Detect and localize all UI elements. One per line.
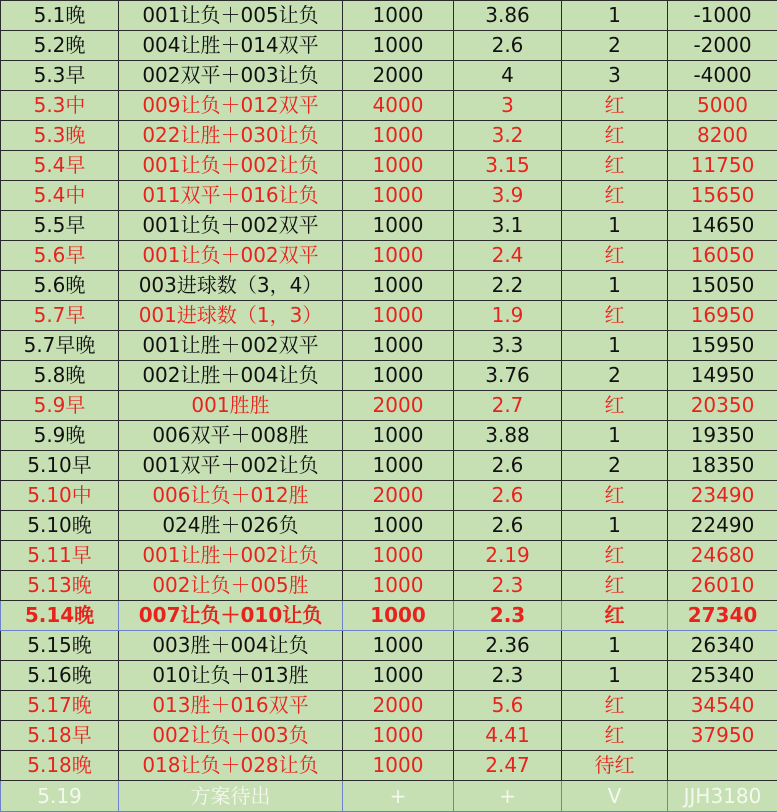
stake-cell: 1000 [343,511,454,541]
match-cell: 011双平＋016让负 [119,181,343,211]
balance-cell: 18350 [668,451,777,481]
table-row [1,211,777,241]
result-cell: 1 [562,211,668,241]
result-cell: 待红 [562,751,668,781]
result-cell: 红 [562,301,668,331]
match-cell: 002让负＋005胜 [119,571,343,601]
balance-cell: 8200 [668,121,777,151]
odds-cell: 4.41 [454,721,562,751]
table-row [1,631,777,661]
table-row [1,151,777,181]
date-cell: 5.4中 [1,181,119,211]
table-row [1,481,777,511]
table-row [1,391,777,421]
result-cell: 红 [562,721,668,751]
result-cell: 红 [562,121,668,151]
balance-cell: 37950 [668,721,777,751]
balance-cell: 26340 [668,631,777,661]
balance-cell [668,751,777,781]
date-cell: 5.6晚 [1,271,119,301]
balance-cell: 23490 [668,481,777,511]
stake-cell: 2000 [343,391,454,421]
date-cell: 5.7早 [1,301,119,331]
match-cell: 022让胜＋030让负 [119,121,343,151]
date-cell: 5.11早 [1,541,119,571]
odds-cell: 2.6 [454,511,562,541]
date-cell: 5.13晚 [1,571,119,601]
table-row [1,271,777,301]
balance-cell: 15050 [668,271,777,301]
table-row [1,781,777,812]
odds-cell: 2.19 [454,541,562,571]
stake-cell: 1000 [343,1,454,31]
date-cell: 5.3中 [1,91,119,121]
balance-cell: 14950 [668,361,777,391]
result-cell: 2 [562,451,668,481]
match-cell: 010让负＋013胜 [119,661,343,691]
table-row [1,241,777,271]
balance-cell: 5000 [668,91,777,121]
table-row [1,301,777,331]
stake-cell: 2000 [343,61,454,91]
odds-cell: 2.47 [454,751,562,781]
result-cell: 红 [562,601,668,631]
table-row [1,721,777,751]
match-cell: 018让负＋028让负 [119,751,343,781]
result-cell: 红 [562,181,668,211]
result-cell: 1 [562,271,668,301]
match-cell: 013胜＋016双平 [119,691,343,721]
result-cell: 红 [562,91,668,121]
odds-cell: 2.36 [454,631,562,661]
stake-cell: 1000 [343,751,454,781]
match-cell: 007让负＋010让负 [119,601,343,631]
stake-cell: 1000 [343,301,454,331]
date-cell: 5.15晚 [1,631,119,661]
result-cell: 红 [562,151,668,181]
result-cell: 红 [562,241,668,271]
result-cell: 1 [562,511,668,541]
stake-cell: 1000 [343,661,454,691]
result-cell: 红 [562,691,668,721]
date-cell: 5.10早 [1,451,119,481]
stake-cell: 1000 [343,151,454,181]
table-row [1,91,777,121]
result-cell: 红 [562,571,668,601]
odds-cell: 2.6 [454,451,562,481]
balance-cell: -4000 [668,61,777,91]
odds-cell: 3.1 [454,211,562,241]
date-cell: 5.9晚 [1,421,119,451]
match-cell: 024胜＋026负 [119,511,343,541]
stake-cell: 1000 [343,361,454,391]
table-row [1,31,777,61]
date-cell: 5.10中 [1,481,119,511]
stake-cell: 1000 [343,571,454,601]
result-cell: 1 [562,661,668,691]
odds-cell: 2.6 [454,481,562,511]
stake-cell: 1000 [343,331,454,361]
match-cell: 006让负＋012胜 [119,481,343,511]
stake-cell: 4000 [343,91,454,121]
match-cell: 001让负＋002双平 [119,211,343,241]
date-cell: 5.4早 [1,151,119,181]
table-row [1,1,777,31]
table-row [1,421,777,451]
date-cell: 5.18早 [1,721,119,751]
balance-cell: 24680 [668,541,777,571]
match-cell: 001让胜＋002双平 [119,331,343,361]
table-row [1,61,777,91]
balance-cell: 15650 [668,181,777,211]
stake-cell: + [343,781,454,812]
date-cell: 5.19 [1,781,119,812]
stake-cell: 1000 [343,721,454,751]
stake-cell: 1000 [343,631,454,661]
table-row [1,451,777,481]
balance-cell: 16950 [668,301,777,331]
balance-cell: 27340 [668,601,777,631]
stake-cell: 1000 [343,541,454,571]
balance-cell: 11750 [668,151,777,181]
match-cell: 006双平＋008胜 [119,421,343,451]
result-cell: 红 [562,541,668,571]
table-row [1,571,777,601]
date-cell: 5.17晚 [1,691,119,721]
date-cell: 5.18晚 [1,751,119,781]
table-row [1,331,777,361]
match-cell: 001胜胜 [119,391,343,421]
result-cell: 2 [562,361,668,391]
balance-cell: 19350 [668,421,777,451]
odds-cell: 2.6 [454,31,562,61]
balance-cell: 26010 [668,571,777,601]
table-row [1,691,777,721]
table-row [1,661,777,691]
table-row [1,751,777,781]
result-cell: 3 [562,61,668,91]
odds-cell: 2.3 [454,571,562,601]
match-cell: 001让胜＋002让负 [119,541,343,571]
table-row [1,181,777,211]
match-cell: 003胜＋004让负 [119,631,343,661]
balance-cell: 14650 [668,211,777,241]
stake-cell: 2000 [343,691,454,721]
odds-cell: 3.2 [454,121,562,151]
stake-cell: 1000 [343,211,454,241]
balance-cell: JJH3180 [668,781,777,812]
result-cell: 红 [562,481,668,511]
odds-cell: 5.6 [454,691,562,721]
odds-cell: 2.2 [454,271,562,301]
date-cell: 5.6早 [1,241,119,271]
stake-cell: 1000 [343,121,454,151]
odds-cell: 2.4 [454,241,562,271]
stake-cell: 1000 [343,451,454,481]
date-cell: 5.1晚 [1,1,119,31]
odds-cell: 3 [454,91,562,121]
balance-cell: 16050 [668,241,777,271]
date-cell: 5.16晚 [1,661,119,691]
result-cell: 1 [562,631,668,661]
balance-cell: 15950 [668,331,777,361]
odds-cell: + [454,781,562,812]
date-cell: 5.8晚 [1,361,119,391]
odds-cell: 3.9 [454,181,562,211]
date-cell: 5.10晚 [1,511,119,541]
result-cell: 2 [562,31,668,61]
odds-cell: 3.88 [454,421,562,451]
result-cell: 1 [562,421,668,451]
odds-cell: 2.7 [454,391,562,421]
match-cell: 003进球数（3，4） [119,271,343,301]
result-cell: 1 [562,1,668,31]
table-row [1,121,777,151]
match-cell: 001让负＋002让负 [119,151,343,181]
table-row [1,361,777,391]
match-cell: 001让负＋002双平 [119,241,343,271]
match-cell: 004让胜＋014双平 [119,31,343,61]
stake-cell: 2000 [343,481,454,511]
odds-cell: 3.76 [454,361,562,391]
match-cell: 方案待出 [119,781,343,812]
stake-cell: 1000 [343,421,454,451]
balance-cell: -2000 [668,31,777,61]
match-cell: 002让负＋003负 [119,721,343,751]
balance-cell: 22490 [668,511,777,541]
stake-cell: 1000 [343,181,454,211]
odds-cell: 2.3 [454,601,562,631]
result-cell: 1 [562,331,668,361]
date-cell: 5.5早 [1,211,119,241]
balance-cell: 34540 [668,691,777,721]
match-cell: 002让胜＋004让负 [119,361,343,391]
odds-cell: 1.9 [454,301,562,331]
date-cell: 5.14晚 [1,601,119,631]
result-cell: V [562,781,668,812]
odds-cell: 3.3 [454,331,562,361]
balance-cell: 20350 [668,391,777,421]
date-cell: 5.3晚 [1,121,119,151]
stake-cell: 1000 [343,601,454,631]
balance-cell: -1000 [668,1,777,31]
stake-cell: 1000 [343,241,454,271]
match-cell: 009让负＋012双平 [119,91,343,121]
balance-cell: 25340 [668,661,777,691]
result-cell: 红 [562,391,668,421]
date-cell: 5.3早 [1,61,119,91]
date-cell: 5.2晚 [1,31,119,61]
match-cell: 002双平＋003让负 [119,61,343,91]
stake-cell: 1000 [343,271,454,301]
table-row [1,541,777,571]
table-row [1,511,777,541]
stake-cell: 1000 [343,31,454,61]
date-cell: 5.9早 [1,391,119,421]
match-cell: 001双平＋002让负 [119,451,343,481]
table-row [1,601,777,631]
odds-cell: 4 [454,61,562,91]
date-cell: 5.7早晚 [1,331,119,361]
table-body [1,1,777,812]
match-cell: 001进球数（1，3） [119,301,343,331]
odds-cell: 2.3 [454,661,562,691]
match-cell: 001让负＋005让负 [119,1,343,31]
odds-cell: 3.86 [454,1,562,31]
odds-cell: 3.15 [454,151,562,181]
